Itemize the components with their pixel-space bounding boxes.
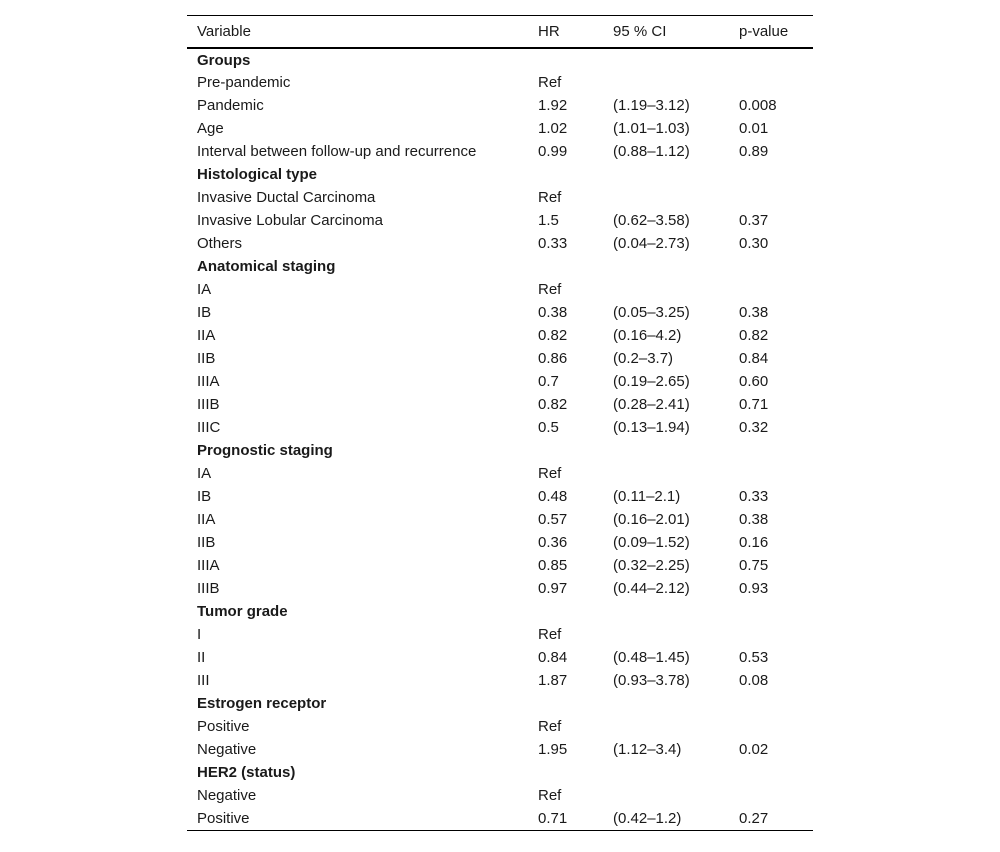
table-row: [187, 623, 813, 646]
hazard-ratio-table-container: [187, 15, 813, 831]
ci-cell: (0.62–3.58): [613, 212, 690, 229]
p-value-cell: 0.60: [739, 373, 769, 390]
group-heading-row: [187, 439, 813, 462]
table-row: [187, 117, 813, 140]
variable-cell: IIB: [197, 534, 216, 551]
hr-cell: 0.5: [538, 419, 559, 436]
variable-cell: Invasive Ductal Carcinoma: [197, 189, 376, 206]
header-hr: HR: [538, 23, 560, 40]
p-value-cell: 0.08: [739, 672, 769, 689]
variable-cell: Interval between follow-up and recurrence: [197, 143, 477, 160]
ci-cell: (0.93–3.78): [613, 672, 690, 689]
hr-cell: Ref: [538, 74, 562, 91]
table-row: [187, 485, 813, 508]
hr-cell: 0.71: [538, 809, 568, 827]
hr-cell: Ref: [538, 626, 562, 643]
variable-cell: IB: [197, 488, 212, 505]
group-heading: Groups: [197, 51, 251, 69]
group-heading-row: [187, 761, 813, 784]
table-row: [187, 347, 813, 370]
hr-cell: 0.38: [538, 304, 568, 321]
ci-cell: (0.44–2.12): [613, 580, 690, 597]
table-row: [187, 186, 813, 209]
variable-cell: Positive: [197, 809, 250, 827]
p-value-cell: 0.33: [739, 488, 769, 505]
hr-cell: 0.48: [538, 488, 568, 505]
table-row: [187, 669, 813, 692]
hr-cell: 0.97: [538, 580, 568, 597]
table-body: [187, 48, 813, 830]
p-value-cell: 0.84: [739, 350, 769, 367]
table-row: [187, 232, 813, 255]
hr-cell: 0.82: [538, 327, 568, 344]
ci-cell: (0.19–2.65): [613, 373, 690, 390]
ci-cell: (1.12–3.4): [613, 741, 682, 758]
variable-cell: Positive: [197, 718, 250, 735]
p-value-cell: 0.02: [739, 741, 769, 758]
ci-cell: (0.09–1.52): [613, 534, 690, 551]
ci-cell: (0.32–2.25): [613, 557, 690, 574]
table-row: [187, 278, 813, 301]
p-value-cell: 0.008: [739, 97, 777, 114]
variable-cell: III: [197, 672, 210, 689]
ci-cell: (0.42–1.2): [613, 809, 682, 827]
p-value-cell: 0.71: [739, 396, 769, 413]
ci-cell: (0.11–2.1): [613, 488, 681, 505]
p-value-cell: [729, 462, 813, 485]
table-row: [187, 301, 813, 324]
ci-cell: (0.13–1.94): [613, 419, 690, 436]
table-row: [187, 393, 813, 416]
variable-cell: Age: [197, 120, 224, 137]
hr-cell: 0.36: [538, 534, 568, 551]
table-row: [187, 807, 813, 830]
p-value-cell: 0.93: [739, 580, 769, 597]
table-row: [187, 784, 813, 807]
variable-cell: IIIB: [197, 396, 220, 413]
p-value-cell: 0.30: [739, 235, 769, 252]
hr-cell: Ref: [538, 465, 562, 482]
table-row: [187, 324, 813, 347]
ci-cell: (0.88–1.12): [613, 143, 690, 160]
table-row: [187, 715, 813, 738]
ci-cell: (0.04–2.73): [613, 235, 690, 252]
table-row: [187, 554, 813, 577]
ci-cell: [603, 715, 729, 738]
header-row: [187, 16, 813, 49]
group-heading-row: [187, 255, 813, 278]
p-value-cell: [729, 71, 813, 94]
header-p-value: p-value: [739, 23, 789, 40]
hr-cell: 1.92: [538, 97, 568, 114]
ci-cell: (0.2–3.7): [613, 350, 674, 367]
variable-cell: Negative: [197, 741, 257, 758]
table-row: [187, 209, 813, 232]
ci-cell: (0.05–3.25): [613, 304, 690, 321]
variable-cell: IIIA: [197, 557, 220, 574]
group-heading: Tumor grade: [197, 603, 288, 620]
ci-cell: (0.16–2.01): [613, 511, 690, 528]
hr-cell: 1.95: [538, 741, 568, 758]
ci-cell: [603, 278, 729, 301]
table-row: [187, 140, 813, 163]
table-row: [187, 94, 813, 117]
p-value-cell: 0.75: [739, 557, 769, 574]
ci-cell: [603, 71, 729, 94]
hr-cell: 0.33: [538, 235, 568, 252]
p-value-cell: 0.16: [739, 534, 769, 551]
hr-cell: 0.57: [538, 511, 568, 528]
hazard-ratio-table: [187, 15, 813, 831]
variable-cell: IIA: [197, 327, 216, 344]
header-variable: Variable: [197, 23, 251, 40]
hr-cell: 0.99: [538, 143, 568, 160]
p-value-cell: [729, 186, 813, 209]
variable-cell: Pandemic: [197, 97, 264, 114]
table-row: [187, 462, 813, 485]
p-value-cell: [729, 715, 813, 738]
hr-cell: 0.84: [538, 649, 568, 666]
group-heading: Estrogen receptor: [197, 695, 327, 712]
variable-cell: IIIC: [197, 419, 221, 436]
table-row: [187, 370, 813, 393]
table-row: [187, 531, 813, 554]
ci-cell: [603, 186, 729, 209]
ci-cell: [603, 784, 729, 807]
p-value-cell: 0.37: [739, 212, 769, 229]
header-ci: 95 % CI: [613, 23, 667, 40]
ci-cell: [603, 623, 729, 646]
variable-cell: Invasive Lobular Carcinoma: [197, 212, 383, 229]
ci-cell: (0.48–1.45): [613, 649, 690, 666]
ci-cell: [603, 462, 729, 485]
table-row: [187, 416, 813, 439]
variable-cell: IIB: [197, 350, 216, 367]
ci-cell: (1.01–1.03): [613, 120, 690, 137]
variable-cell: I: [197, 626, 202, 643]
variable-cell: IA: [197, 465, 212, 482]
variable-cell: IIA: [197, 511, 216, 528]
variable-cell: IIIB: [197, 580, 220, 597]
p-value-cell: 0.53: [739, 649, 769, 666]
hr-cell: 0.85: [538, 557, 568, 574]
group-heading: Prognostic staging: [197, 442, 333, 459]
ci-cell: (0.28–2.41): [613, 396, 690, 413]
group-heading: HER2 (status): [197, 764, 296, 781]
table-row: [187, 577, 813, 600]
p-value-cell: [729, 784, 813, 807]
group-heading-row: [187, 163, 813, 186]
p-value-cell: 0.82: [739, 327, 769, 344]
p-value-cell: 0.38: [739, 304, 769, 321]
table-row: [187, 738, 813, 761]
variable-cell: Pre-pandemic: [197, 74, 291, 91]
variable-cell: IA: [197, 281, 212, 298]
variable-cell: II: [197, 649, 206, 666]
group-heading-row: [187, 600, 813, 623]
variable-cell: Negative: [197, 787, 257, 804]
hr-cell: Ref: [538, 281, 562, 298]
group-heading: Anatomical staging: [197, 258, 336, 275]
table-row: [187, 508, 813, 531]
hr-cell: Ref: [538, 787, 562, 804]
group-heading: Histological type: [197, 166, 318, 183]
table-header: [187, 16, 813, 49]
p-value-cell: 0.01: [739, 120, 769, 137]
variable-cell: Others: [197, 235, 243, 252]
p-value-cell: 0.89: [739, 143, 769, 160]
variable-cell: IIIA: [197, 373, 220, 390]
ci-cell: (0.16–4.2): [613, 327, 682, 344]
hr-cell: 1.5: [538, 212, 559, 229]
group-heading-row: [187, 692, 813, 715]
p-value-cell: [729, 623, 813, 646]
table-row: [187, 646, 813, 669]
hr-cell: 1.87: [538, 672, 568, 689]
p-value-cell: 0.27: [739, 809, 769, 827]
hr-cell: 0.7: [538, 373, 559, 390]
hr-cell: 0.86: [538, 350, 568, 367]
p-value-cell: [729, 278, 813, 301]
group-heading-row: [187, 48, 813, 71]
ci-cell: (1.19–3.12): [613, 97, 690, 114]
table-row: [187, 71, 813, 94]
variable-cell: IB: [197, 304, 212, 321]
hr-cell: Ref: [538, 718, 562, 735]
hr-cell: 1.02: [538, 120, 568, 137]
hr-cell: Ref: [538, 189, 562, 206]
hr-cell: 0.82: [538, 396, 568, 413]
p-value-cell: 0.32: [739, 419, 769, 436]
p-value-cell: 0.38: [739, 511, 769, 528]
